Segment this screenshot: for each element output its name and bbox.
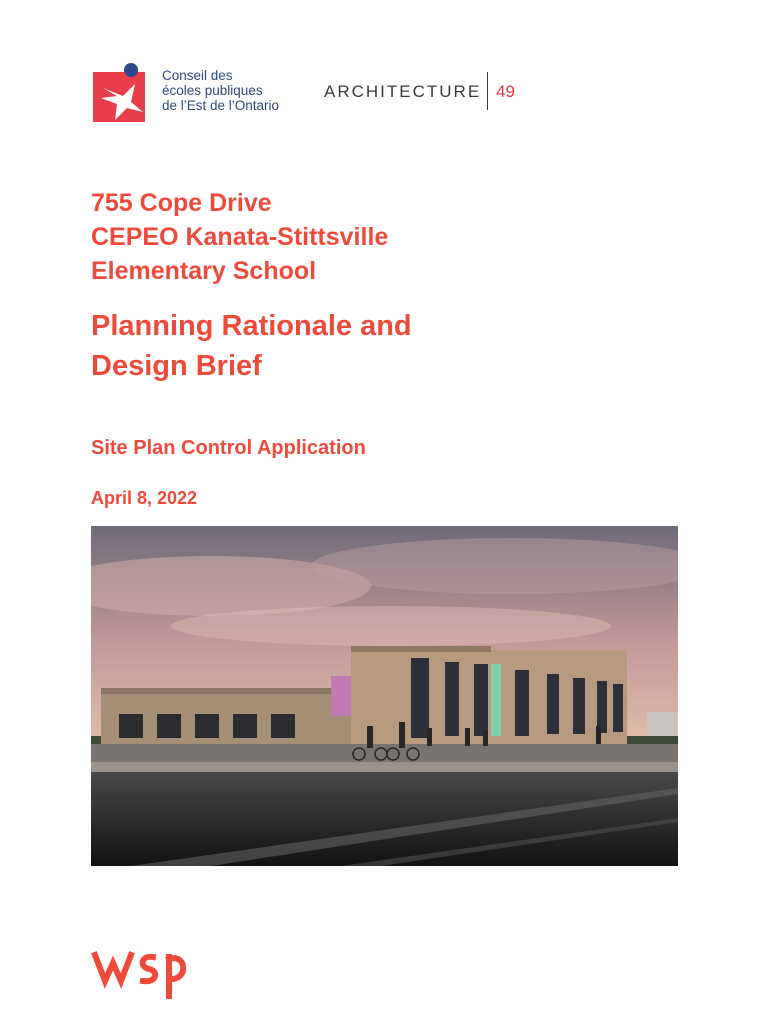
report-title (91, 306, 691, 386)
cepeo-line-2: écoles publiques (162, 83, 263, 98)
school-rendering (91, 526, 678, 866)
architecture-wordmark: ARCHITECTURE (324, 82, 482, 101)
report-date: April 8, 2022 (91, 488, 198, 508)
subtitle: Site Plan Control Application (91, 437, 366, 459)
address-line-3: Elementary School (91, 257, 317, 285)
cepeo-line-1: Conseil des (162, 68, 233, 83)
title-block (91, 186, 691, 386)
report-line-1: Planning Rationale and (91, 310, 412, 342)
address-line-2: CEPEO Kanata-Stittsville (91, 223, 389, 251)
header-logos (91, 58, 531, 120)
address-title (91, 186, 691, 288)
cepeo-line-3: de l’Est de l’Ontario (162, 98, 280, 113)
cepeo-name (162, 68, 279, 113)
wsp-logo (91, 945, 187, 999)
architecture-divider (487, 72, 488, 110)
address-line-1: 755 Cope Drive (91, 189, 272, 217)
report-line-2: Design Brief (91, 350, 262, 382)
architecture-number: 49 (496, 82, 515, 101)
cepeo-logo-icon (91, 62, 153, 124)
